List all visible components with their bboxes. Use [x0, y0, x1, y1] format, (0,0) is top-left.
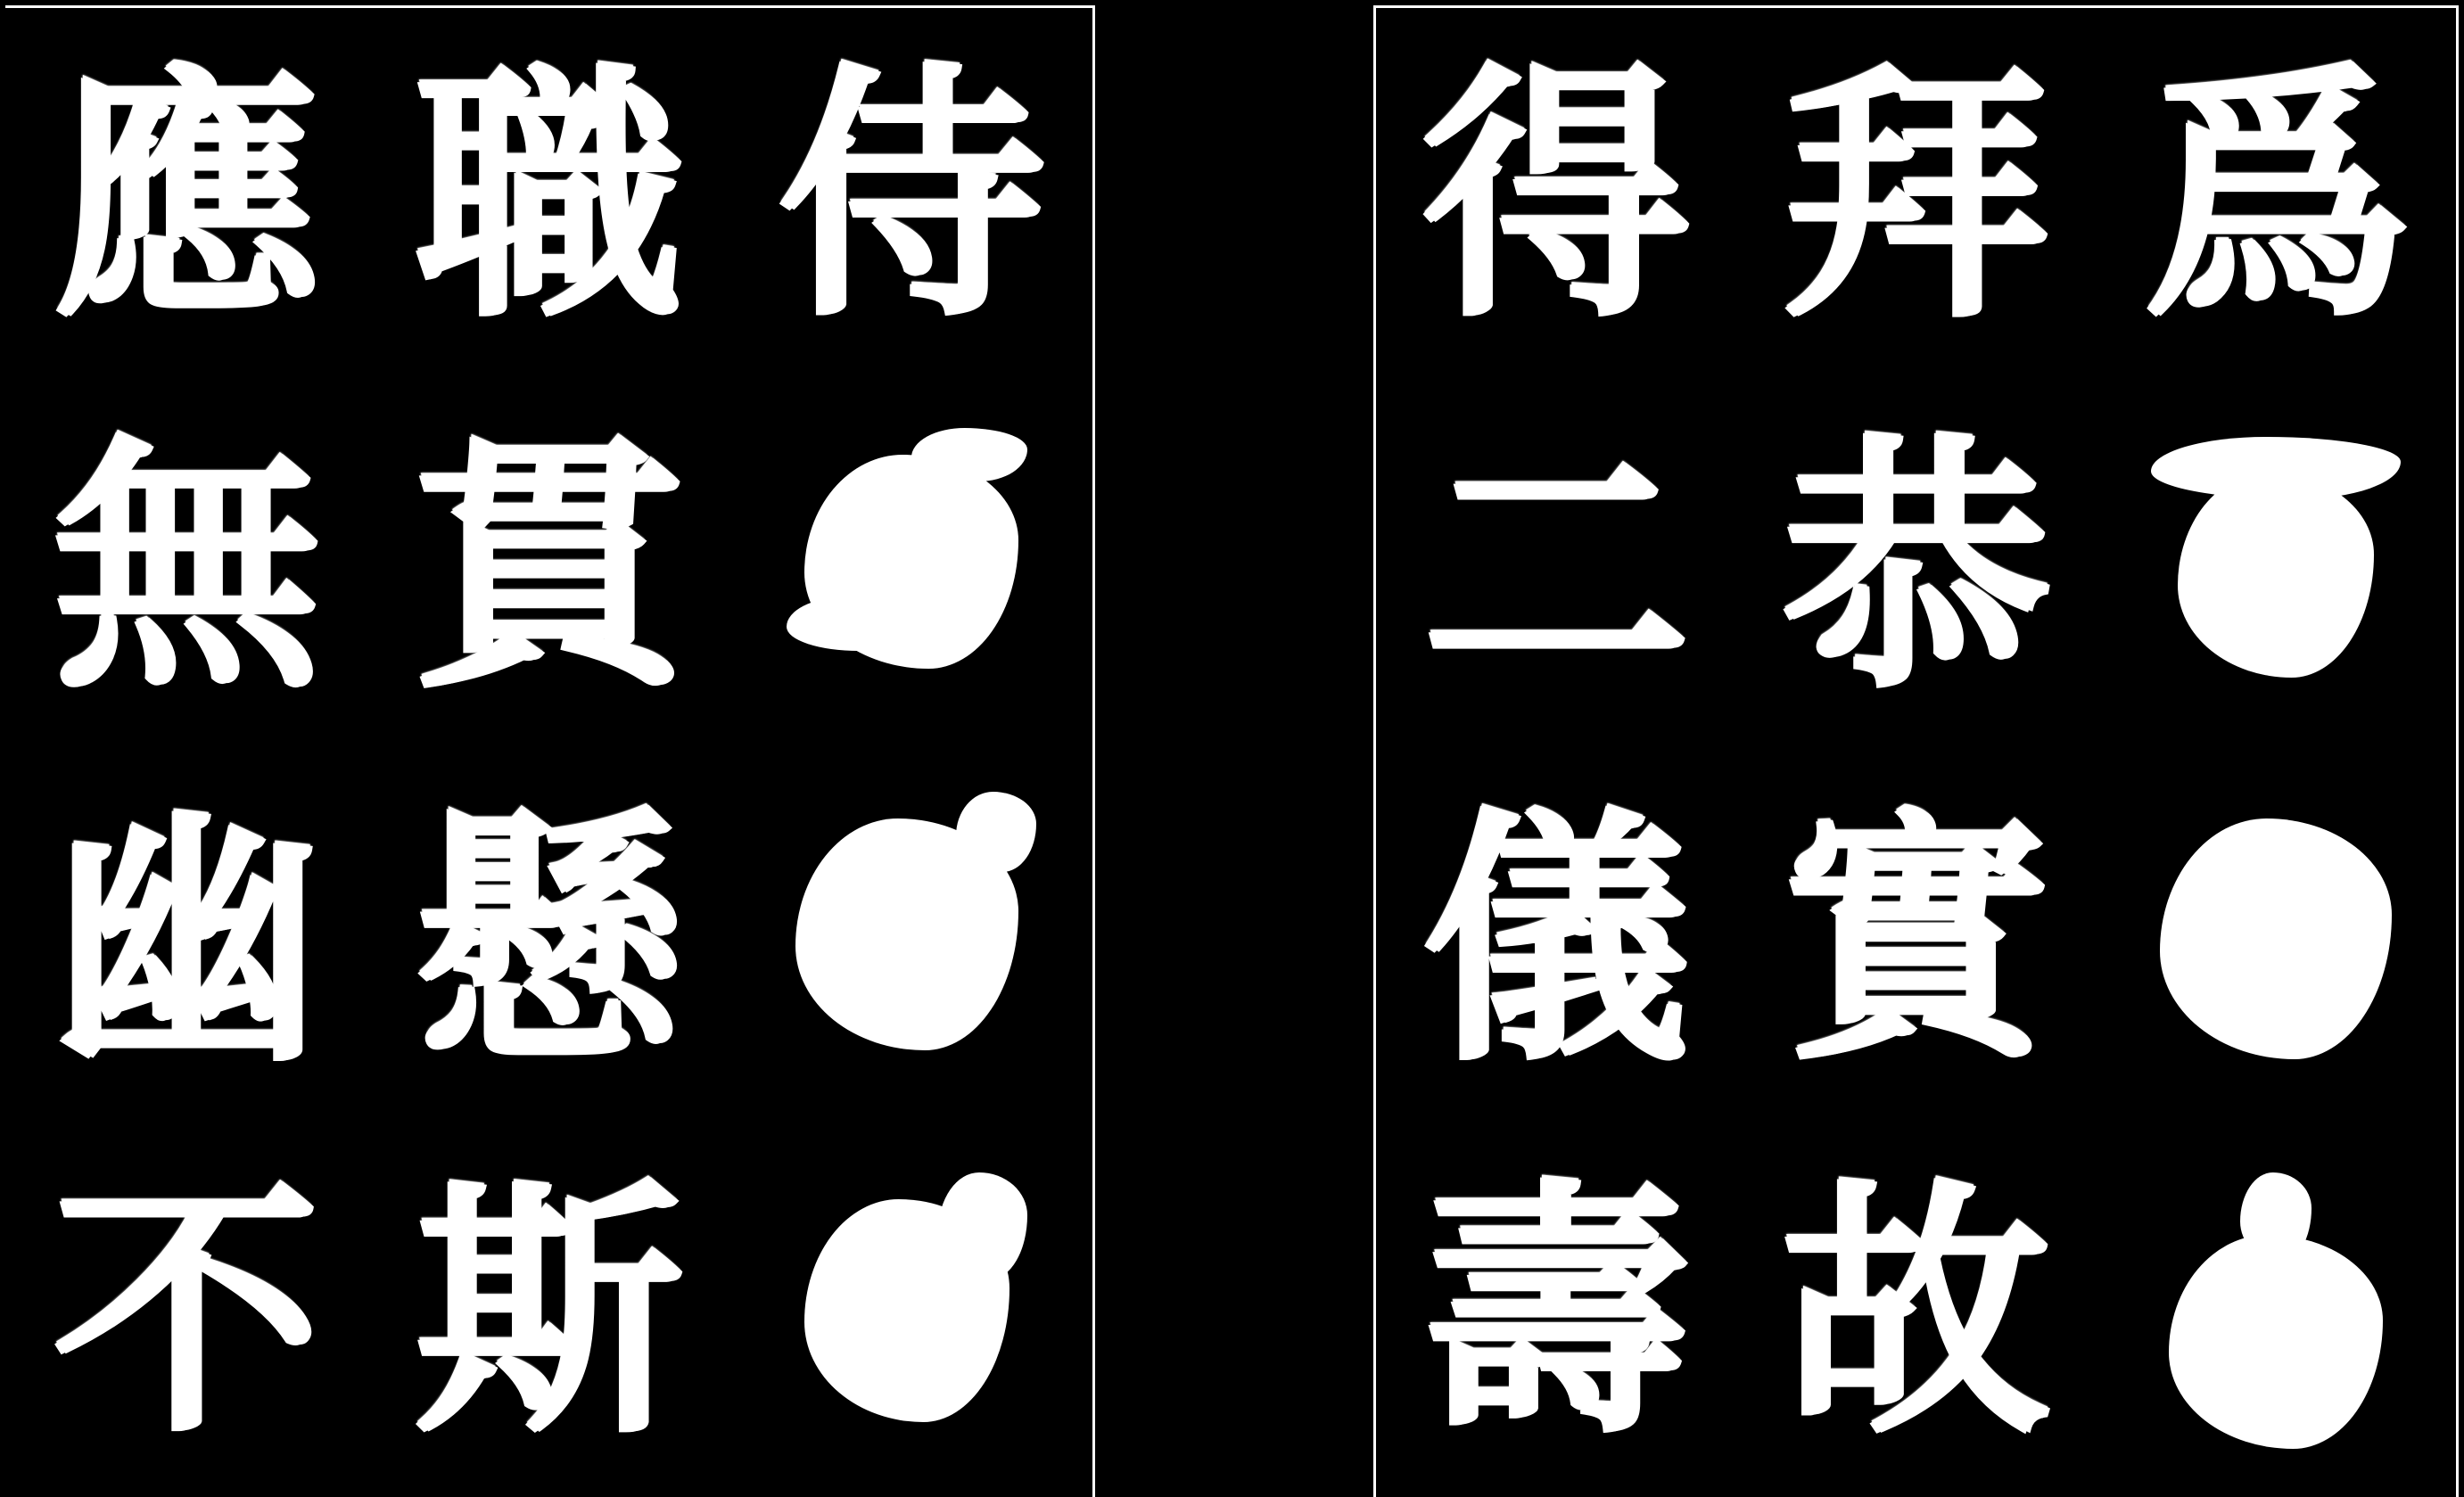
character-yi: 儀	[1422, 780, 1690, 1096]
character-gong: 恭	[1782, 408, 2050, 724]
right-rubbing-panel	[1373, 5, 2459, 1497]
worn-character-blot	[2142, 419, 2410, 713]
character-gu: 故	[1782, 1153, 2050, 1468]
worn-character-blot	[2142, 792, 2410, 1086]
character-shi-real: 實	[1782, 780, 2050, 1096]
character-wei: 爲	[2142, 36, 2410, 351]
character-you: 幽	[53, 780, 321, 1096]
character-ying: 應	[53, 36, 321, 351]
character-guan: 貫	[415, 408, 683, 724]
left-rubbing-panel	[5, 5, 1095, 1497]
worn-character-blot	[778, 1164, 1045, 1458]
worn-character-blot	[778, 419, 1045, 713]
character-de: 得	[1422, 36, 1690, 351]
character-wu: 無	[53, 408, 321, 724]
worn-character-blot	[2142, 1164, 2410, 1458]
character-shou: 壽	[1422, 1153, 1690, 1468]
character-zhi: 職	[415, 36, 683, 351]
character-shi: 侍	[777, 36, 1045, 351]
worn-character-blot	[778, 792, 1045, 1086]
character-xuan: 懸	[415, 780, 683, 1096]
character-bu: 不	[53, 1153, 321, 1468]
character-si: 斯	[415, 1153, 683, 1468]
character-bai: 拜	[1782, 36, 2050, 351]
character-er: 二	[1422, 408, 1690, 724]
